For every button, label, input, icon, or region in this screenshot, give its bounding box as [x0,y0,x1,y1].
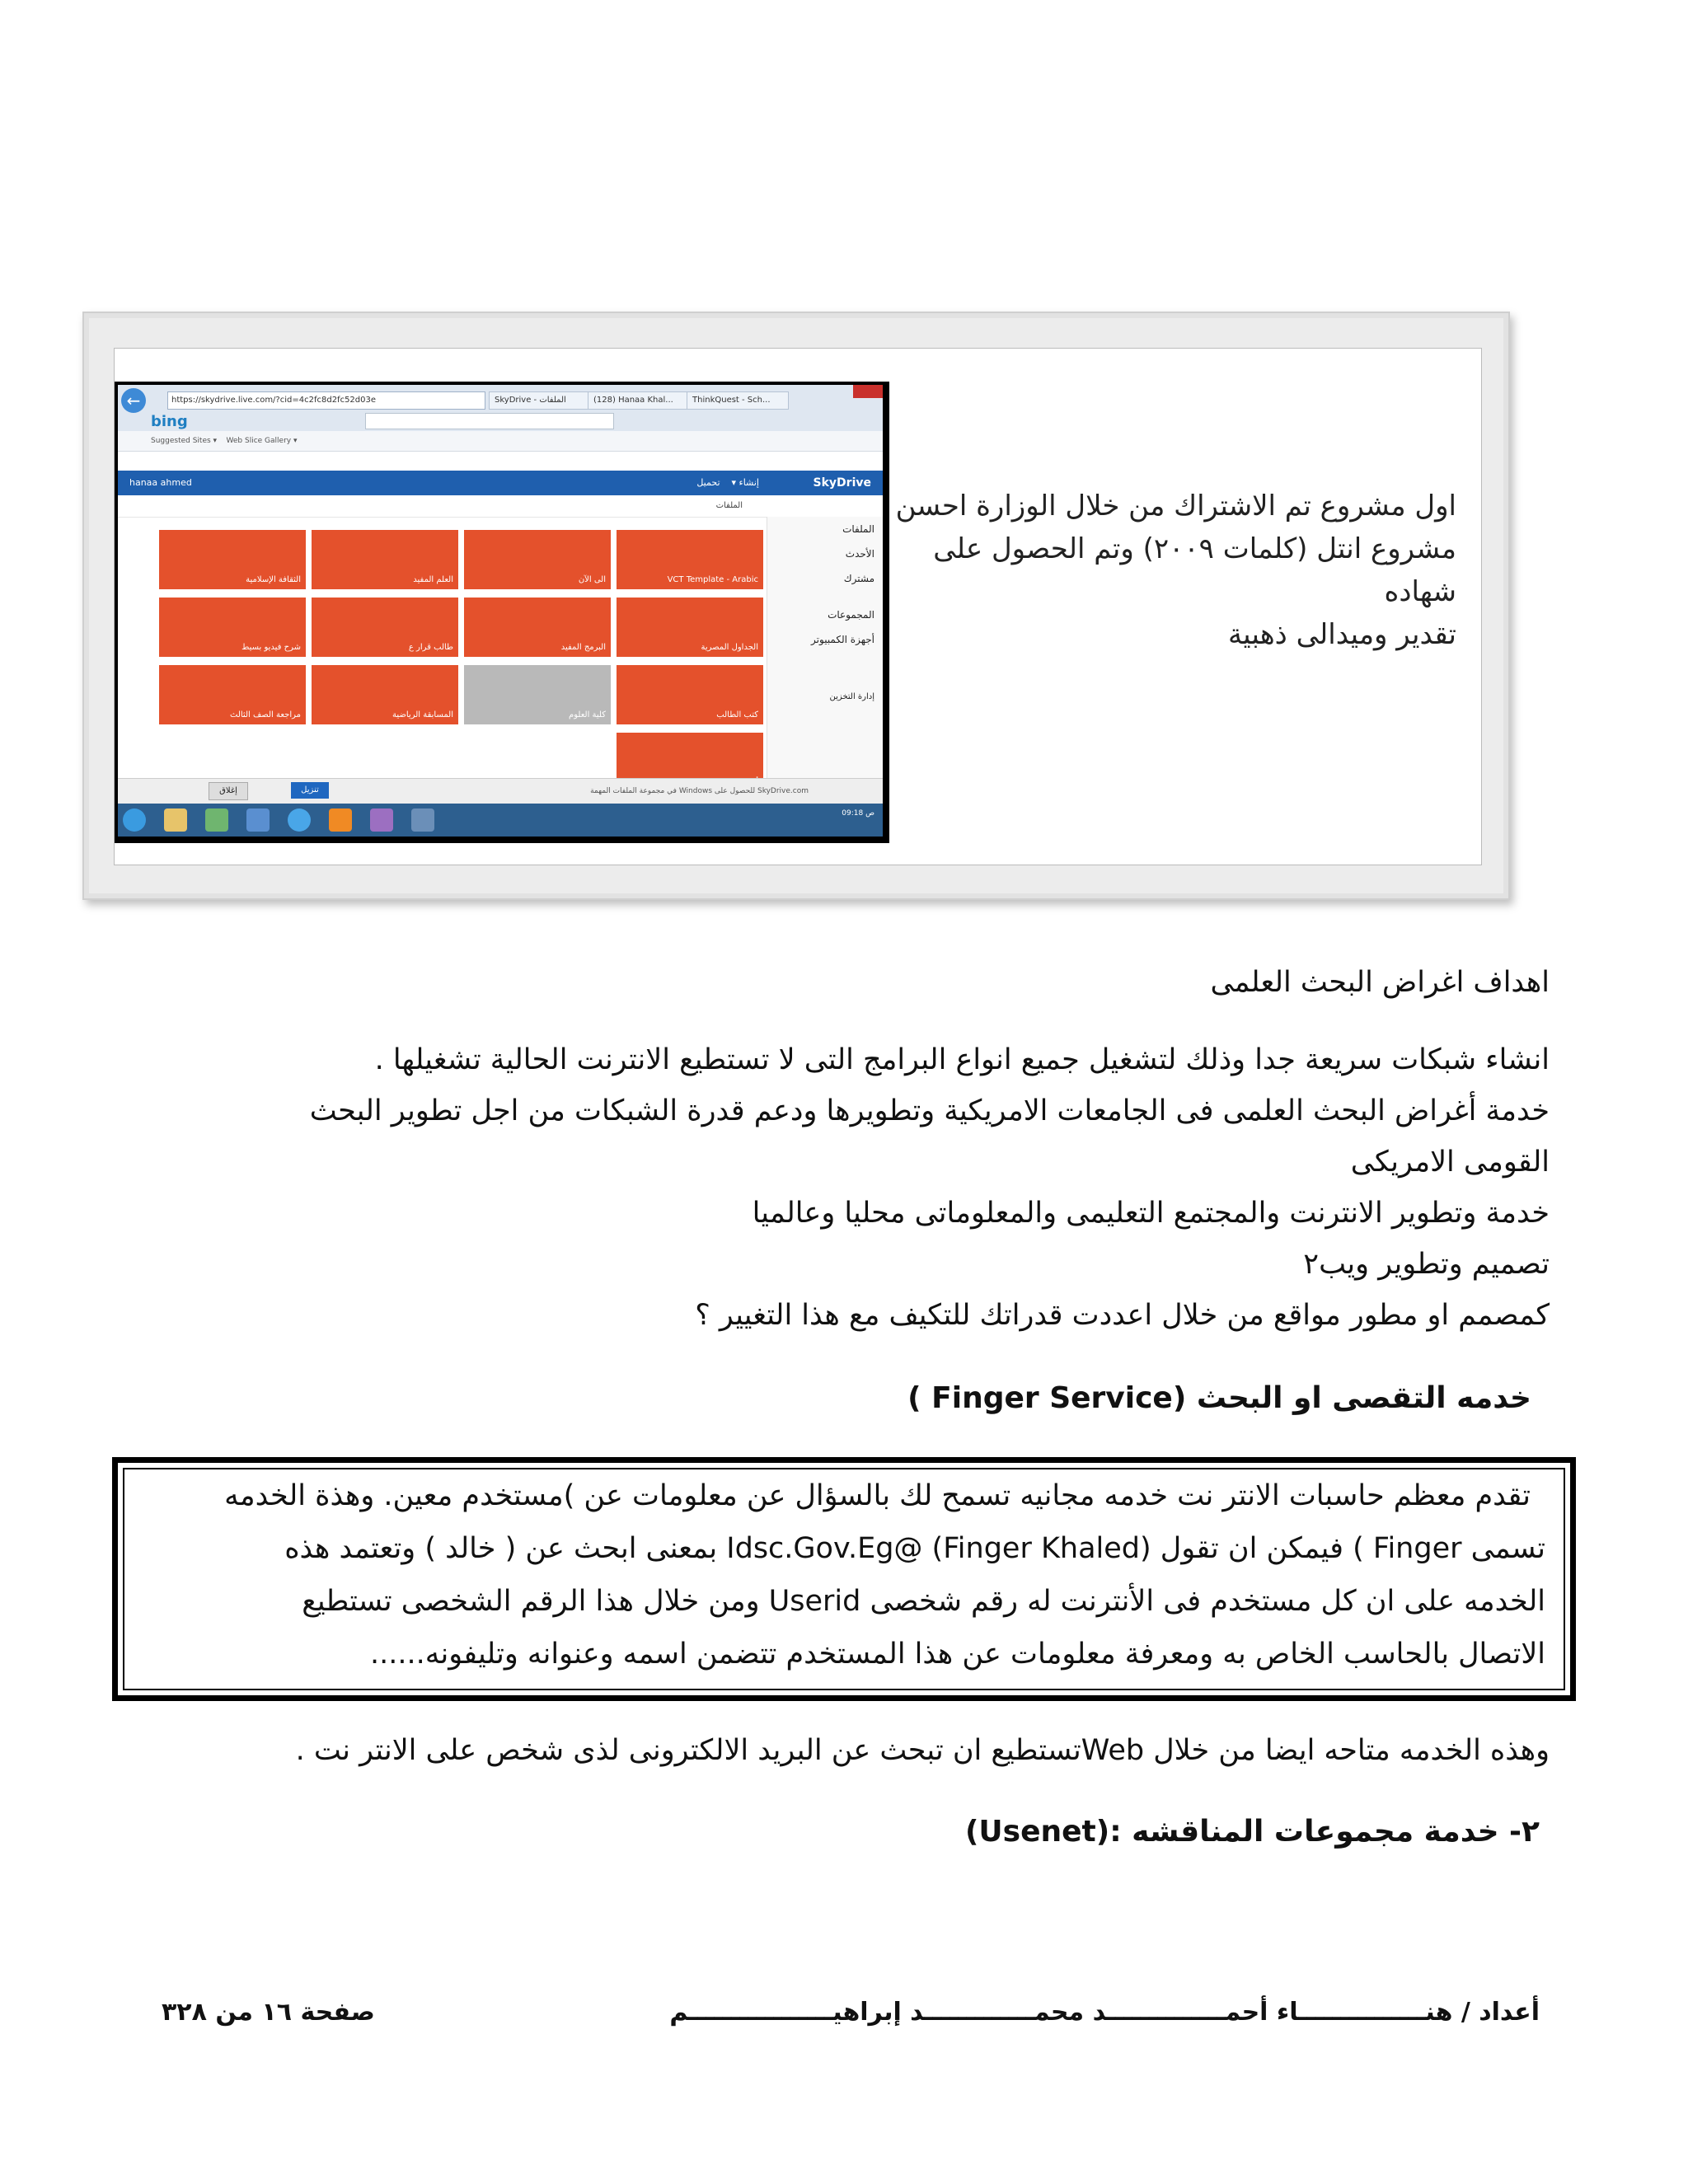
skydrive-header [118,471,883,495]
paragraph-line: خدمة وتطوير الانترنت والمجتمع التعليمى والمعلوماتى محليا وعالميا [752,1197,1550,1230]
folder-tile: الى الآن [464,530,611,589]
explorer-icon [164,808,187,832]
app-icon [411,808,434,832]
section-heading: خدمه التقصى او البحث (Finger Service ) [907,1381,1531,1415]
sidebar-item: الأحدث [845,548,874,560]
media-icon [329,808,352,832]
skydrive-subbar [118,495,883,518]
folder-tile: طالب قرار ع [312,598,458,657]
browser-window [118,385,883,837]
folder-tile: الجداول المصرية [617,598,763,657]
skydrive-screenshot [115,382,889,843]
app-icon [370,808,393,832]
subbar-title: الملفات [715,501,743,510]
ie-icon [288,808,311,832]
box-line: الخدمه على ان كل مستخدم فى الأنترنت له رقم شخصى Userid ومن خلال هذا الرقم الشخصى تستطيع [302,1585,1545,1618]
folder-tile: VCT Template - Arabic [617,530,763,589]
sidebar-item: الملفات [842,523,874,535]
sidebar-item: أجهزة الكمبيوتر [811,634,874,645]
skydrive-menu [696,471,759,495]
box-line: تسمى Finger ) فيمكن ان تقول (Finger Khaled) @Idsc.Gov.Eg بمعنى ابحث عن ( خالد ) وتعتمد هذه [284,1532,1545,1565]
paragraph-line: كمصمم او مطور مواقع من خلال اعددت قدراتك للتكيف مع هذا التغيير ؟ [695,1299,1550,1332]
section-heading: ٢- خدمة مجموعات المناقشه :(Usenet) [964,1815,1540,1849]
paragraph-line: تصميم وتطوير ويب٢ [1303,1248,1550,1281]
menu-item: إنشاء ▾ [731,477,759,488]
app-icon [205,808,228,832]
image-frame-inner [114,348,1482,865]
footer-author: أعداد / هنـــــــــــــــاء أحمــــــــــــــد محمـــــــــــــد إبراهيـــــــــــــــــم [669,1998,1540,2027]
caption-line: تقدير وميدالى ذهبية [1227,618,1456,651]
menu-item: تحميل [696,477,720,488]
bordered-text-box-inner [123,1468,1565,1690]
box-line: الاتصال بالحاسب الخاص به ومعرفة معلومات عن هذا المستخدم تتضمن اسمه وعنوانه وتليفونه...... [369,1638,1545,1671]
windows-taskbar [118,804,883,837]
sidebar-item: مشترك [843,573,874,584]
folder-tile: المسابقة الرياضية [312,665,458,724]
bordered-text-box [112,1457,1576,1701]
favorite-item: Suggested Sites ▾ [151,437,218,445]
folder-tile: كتب الطالب [617,665,763,724]
download-button: تنزيل [291,782,329,799]
favorite-item: Web Slice Gallery ▾ [226,437,298,445]
paragraph-line: انشاء شبكات سريعة جدا وذلك لتشغيل جميع انواع البرامج التى لا تستطيع الانترنت الحالية تشغيلها . [374,1043,1550,1076]
sidebar-item: المجموعات [828,609,874,621]
paragraph-line: خدمة أغراض البحث العلمى فى الجامعات الامريكية وتطويرها ودعم قدرة الشبكات من اجل تطوير البحث [309,1094,1550,1127]
window-close-icon [853,385,883,398]
notification-text: SkyDrive.com للحصول على Windows في مجموعة الملفات المهمة [590,787,809,795]
caption-line: مشروع انتل (كلمات ٢٠٠٩) وتم الحصول على شهاده [933,532,1456,608]
browser-tab: ThinkQuest - Sch... [687,391,789,410]
bing-logo: bing [151,413,188,430]
address-bar: https://skydrive.live.com/?cid=4c2fc8d2fc52d03e [167,391,485,410]
folder-tile: البرمج المفيد [464,598,611,657]
folder-tile: كلية العلوم [464,665,611,724]
folder-tile: الثقافة الإسلامية [159,530,306,589]
browser-toolbar [118,385,883,432]
frame-caption [863,485,1456,656]
caption-line: اول مشروع تم الاشتراك من خلال الوزارة احسن [895,490,1456,523]
folder-tile: العلم المفيد [312,530,458,589]
taskbar-clock: 09:18 ص [842,809,874,818]
sidebar-item: إدارة التخزين [829,692,874,701]
back-arrow-icon: ← [121,388,146,413]
bing-search-box [365,413,614,429]
skydrive-user: hanaa ahmed [129,477,192,488]
folder-tile: شرح فيديو بسيط [159,598,306,657]
box-line: تقدم معظم حاسبات الانتر نت خدمه مجانيه تسمح لك بالسؤال عن معلومات عن )مستخدم معين. وهذة الخدمه [224,1479,1531,1512]
app-icon [246,808,270,832]
browser-tab: (128) Hanaa Khal... [588,391,690,410]
footer-page-number: صفحة ١٦ من ٣٢٨ [162,1998,375,2027]
paragraph-line: وهذه الخدمه متاحه ايضا من خلال Webتستطيع ان تبحث عن البريد الالكترونى لذى شخص على الانتر نت . [295,1734,1550,1767]
paragraph-line: القومى الامريكى [1350,1146,1550,1179]
skydrive-logo: SkyDrive [813,476,871,490]
section-heading: اهداف اغراض البحث العلمى [1210,966,1550,999]
favorites-bar [118,431,883,452]
notification-bar [118,778,883,804]
start-button-icon [123,808,146,832]
folder-tile: مراجعة الصف الثالث [159,665,306,724]
browser-tab: SkyDrive - الملفات [489,391,591,410]
image-frame [82,312,1510,900]
close-button: إغلاق [209,782,248,800]
